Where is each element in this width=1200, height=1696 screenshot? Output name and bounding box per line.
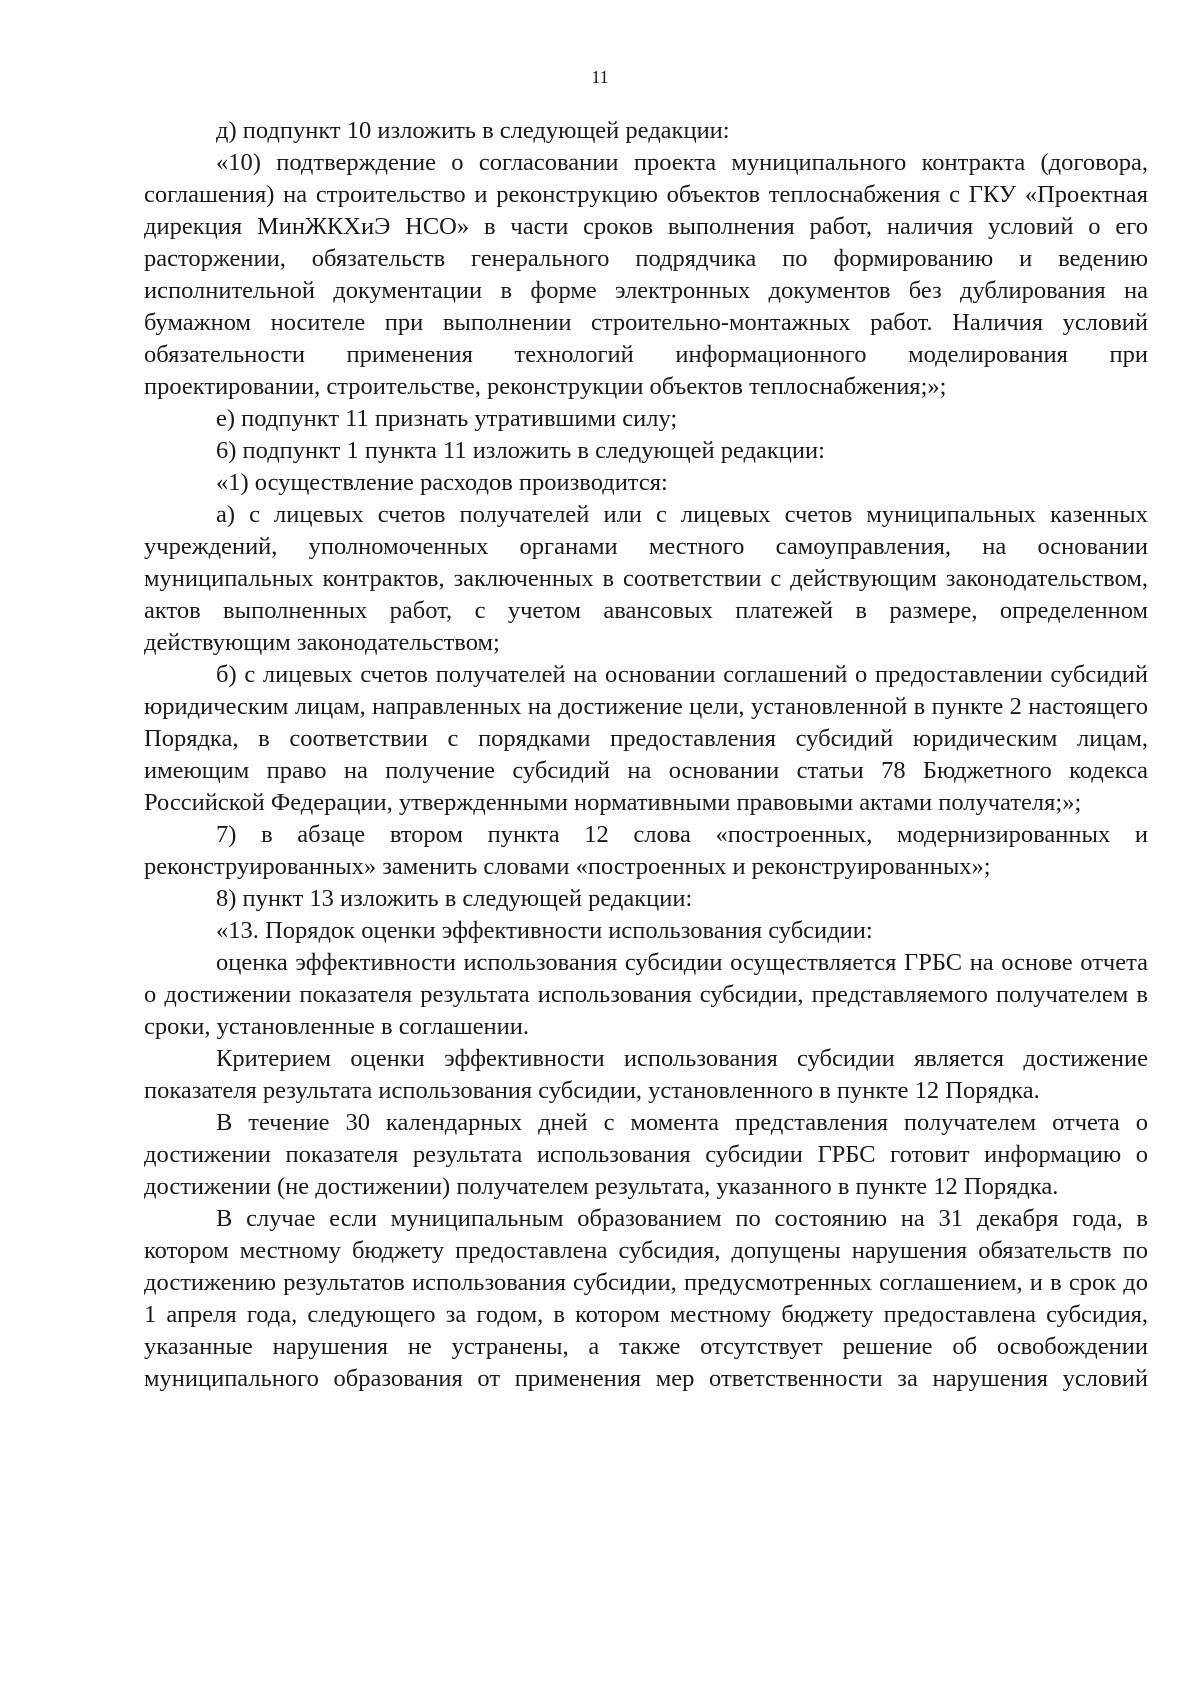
paragraph-expenses-a: а) с лицевых счетов получателей или с лицевых счетов муниципальных казенных учреждений, уполномоченных органами местного самоуправления, на основании муниципальных контрактов, заключенных в соответствии с действующим законодательством, актов выполненных работ, с учетом авансовых платежей в размере, определенном действующим законодательством;: [144, 501, 1148, 656]
paragraph-expenses-b: б) с лицевых счетов получателей на основании соглашений о предоставлении субсидий юридическим лицам, направленных на достижение цели, установленной в пункте 2 настоящего Порядка, в соответствии с порядками предоставления субсидий юридическим лицам, имеющим право на получение субсидий на основании статьи 78 Бюджетного кодекса Российской Федерации, утвержденными нормативными правовыми актами получателя;»;: [144, 661, 1148, 816]
paragraph-efficiency-criterion: Критерием оценки эффективности использования субсидии является достижение показателя результата использования субсидии, установленного в пункте 12 Порядка.: [144, 1045, 1148, 1104]
paragraph-item-6: 6) подпункт 1 пункта 11 изложить в следующей редакции:: [216, 437, 825, 464]
paragraph-d-subpoint-10: д) подпункт 10 изложить в следующей редакции:: [216, 117, 730, 144]
document-body: [144, 115, 1148, 1395]
paragraph-efficiency-assessment: оценка эффективности использования субсидии осуществляется ГРБС на основе отчета о достижении показателя результата использования субсидии, представляемого получателем в сроки, установленные в соглашении.: [144, 949, 1148, 1040]
paragraph-item-8: 8) пункт 13 изложить в следующей редакции:: [216, 885, 693, 912]
paragraph-point-13-title: «13. Порядок оценки эффективности использования субсидии:: [216, 917, 873, 944]
paragraph-expenses-intro: «1) осуществление расходов производится:: [216, 469, 668, 496]
paragraph-item-7: 7) в абзаце втором пункта 12 слова «построенных, модернизированных и реконструированных» заменить словами «построенных и реконструированных»;: [144, 821, 1148, 880]
paragraph-subpoint-10-text: «10) подтверждение о согласовании проекта муниципального контракта (договора, соглашения) на строительство и реконструкцию объектов теплоснабжения с ГКУ «Проектная дирекция МинЖКХиЭ НСО» в части сроков выполнения работ, наличия условий о его расторжении, обязательств генерального подрядчика по формированию и ведению исполнительной документации в форме электронных документов без дублирования на бумажном носителе при выполнении строительно-монтажных работ. Наличия условий обязательности применения технологий информационного моделирования при проектировании, строительстве, реконструкции объектов теплоснабжения;»;: [144, 149, 1148, 400]
paragraph-30-days: В течение 30 календарных дней с момента представления получателем отчета о достижении показателя результата использования субсидии ГРБС готовит информацию о достижении (не достижении) получателем результата, указанного в пункте 12 Порядка.: [144, 1109, 1148, 1200]
page-number: 11: [591, 67, 609, 87]
paragraph-e-subpoint-11: е) подпункт 11 признать утратившими силу;: [216, 405, 678, 432]
paragraph-violations: В случае если муниципальным образованием по состоянию на 31 декабря года, в котором местному бюджету предоставлена субсидия, допущены нарушения обязательств по достижению результатов использования субсидии, предусмотренных соглашением, и в срок до 1 апреля года, следующего за годом, в котором местному бюджету предоставлена субсидия, указанные нарушения не устранены, а также отсутствует решение об освобождении муниципального образования от применения мер ответственности за нарушения условий: [144, 1205, 1148, 1392]
